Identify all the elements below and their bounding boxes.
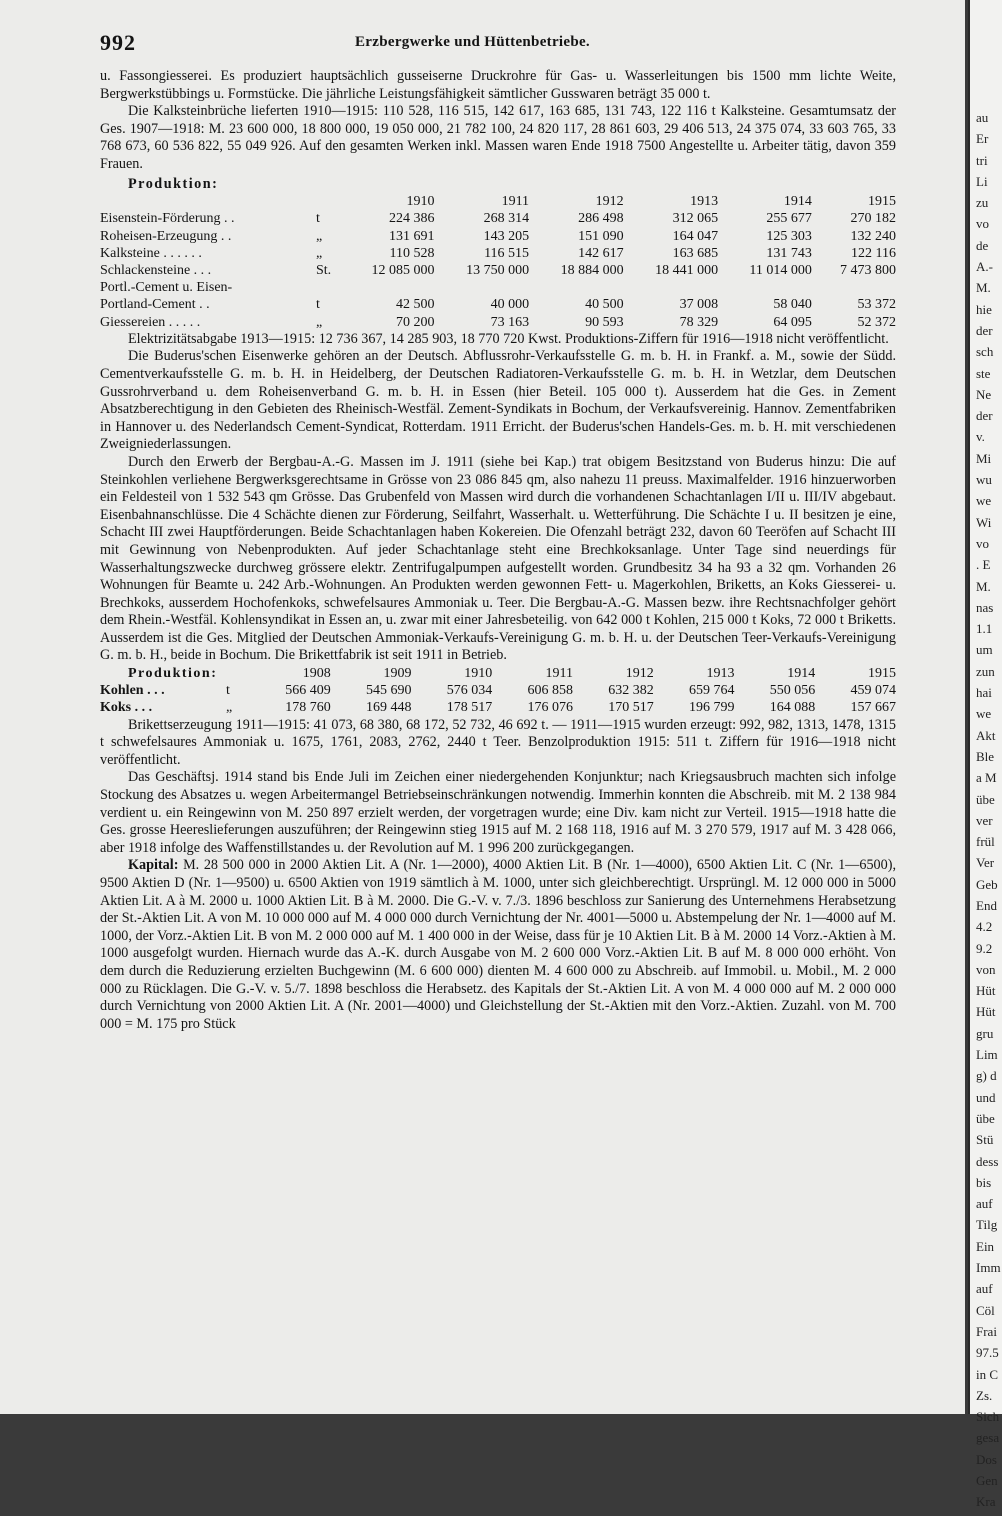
adjacent-page-fragment: der bbox=[976, 408, 993, 424]
adjacent-page-fragment: de bbox=[976, 237, 989, 253]
adjacent-page-fragment: 4.2 bbox=[976, 919, 993, 935]
table-cell: 268 314 bbox=[483, 211, 530, 227]
adjacent-page-fragment: Tilg bbox=[976, 1217, 998, 1233]
table-cell: 52 372 bbox=[857, 314, 896, 330]
row-unit: t bbox=[316, 297, 320, 313]
year-header: 1912 bbox=[595, 194, 624, 210]
table-cell: 270 182 bbox=[850, 211, 896, 227]
table-row bbox=[100, 699, 896, 716]
adjacent-page-fragment: sch bbox=[976, 344, 994, 360]
row-label: Kohlen . . . bbox=[100, 683, 165, 699]
adjacent-page-fragment: Frai bbox=[976, 1323, 997, 1339]
adjacent-page-fragment: Kra bbox=[976, 1494, 996, 1510]
year-header: 1911 bbox=[545, 666, 573, 682]
adjacent-page-fragment: M. bbox=[976, 578, 991, 594]
table-cell: 110 528 bbox=[389, 245, 435, 261]
adjacent-page-fragment: Ble bbox=[976, 748, 995, 764]
adjacent-page-fragment: übe bbox=[976, 1110, 995, 1126]
adjacent-page-fragment: auf bbox=[976, 1281, 993, 1297]
table-header-row bbox=[100, 665, 896, 682]
paragraph: Elektrizitätsabgabe 1913—1915: 12 736 367, 14 285 903, 18 770 720 Kwst. Produktions-Ziffern für 1916—1918 nicht veröffentlicht. bbox=[128, 330, 889, 347]
row-label: Portl.-Cement u. Eisen- bbox=[100, 280, 233, 296]
table-cell: 632 382 bbox=[608, 683, 654, 699]
table-cell: 12 085 000 bbox=[371, 262, 435, 278]
table-cell: 606 858 bbox=[527, 683, 573, 699]
adjacent-page-fragment: tri bbox=[976, 152, 988, 168]
table-cell: 576 034 bbox=[446, 683, 493, 699]
adjacent-page-fragment: au bbox=[976, 110, 989, 125]
adjacent-page-fragment: zun bbox=[976, 663, 995, 679]
table-cell: 131 743 bbox=[766, 245, 812, 261]
page-header bbox=[100, 30, 890, 60]
table-cell: 7 473 800 bbox=[840, 262, 896, 278]
table-cell: 11 014 000 bbox=[749, 262, 812, 278]
adjacent-page-fragment: Zs. bbox=[976, 1387, 993, 1403]
table-cell: 164 088 bbox=[769, 700, 816, 716]
year-header: 1908 bbox=[302, 666, 331, 682]
paragraph: Das Geschäftsj. 1914 stand bis Ende Juli im Zeichen einer niedergehenden Konjunktur; nach Kriegsausbruch machten sich infolge Stockung des Absatzes u. wegen Arbeitermangel Betriebseinschränkungen notwendig. Immerhin konnten die Abschreib. mit M. 2 138 984 verdient u. ein Reingewinn von M. 250 897 erzielt werden, der vorgetragen wurde; eine Div. kam nicht zur Verteil. 1915—1918 hatte die Ges. grosse Heereslieferungen auszuführen; der Reingewinn stieg 1915 auf M. 2 168 118, 1916 auf M. 3 270 579, 1917 auf M. 3 428 066, aber 1918 infolge des Waffenstillstandes u. der Revolution auf M. 1 996 200 zurückgegangen. bbox=[100, 769, 896, 856]
running-title: Erzbergwerke und Hüttenbetriebe. bbox=[355, 34, 590, 50]
table-cell: 132 240 bbox=[850, 228, 896, 244]
adjacent-page-fragment: we bbox=[976, 706, 992, 722]
adjacent-page-fragment: Gen bbox=[976, 1473, 998, 1488]
year-header: 1914 bbox=[787, 666, 816, 682]
table-cell: 40 500 bbox=[585, 297, 624, 313]
year-header: 1911 bbox=[501, 194, 530, 210]
table-cell: 70 200 bbox=[396, 314, 435, 330]
table-cell: 143 205 bbox=[483, 228, 530, 244]
adjacent-page-fragment: zu bbox=[976, 195, 989, 211]
adjacent-page-fragment: we bbox=[976, 493, 992, 509]
adjacent-page-fragment: hie bbox=[976, 301, 992, 317]
row-unit: „ bbox=[316, 245, 323, 261]
adjacent-page-fragment: auf bbox=[976, 1196, 993, 1212]
table-cell: 550 056 bbox=[769, 683, 816, 699]
adjacent-page-fragment: vo bbox=[976, 216, 989, 232]
table-cell: 178 760 bbox=[285, 700, 331, 716]
adjacent-page-fragment: 1.1 bbox=[976, 621, 993, 637]
adjacent-page-fragment: wu bbox=[976, 472, 992, 488]
table-cell: 163 685 bbox=[672, 245, 719, 261]
adjacent-page-fragment: ver bbox=[976, 812, 993, 828]
adjacent-page-fragment: der bbox=[976, 322, 993, 338]
table-cell: 545 690 bbox=[366, 683, 412, 699]
adjacent-page-fragment: Hüt bbox=[976, 983, 996, 999]
table-row bbox=[100, 245, 896, 262]
table-row bbox=[100, 279, 896, 296]
adjacent-page-fragment: in C bbox=[976, 1366, 999, 1382]
table-cell: 18 441 000 bbox=[655, 262, 719, 278]
production-heading: Produktion: bbox=[128, 175, 219, 192]
adjacent-page-fragment: von bbox=[976, 961, 996, 977]
adjacent-page-fragment: Ein bbox=[976, 1238, 995, 1254]
production-heading: Produktion: bbox=[128, 666, 218, 682]
table-cell: 90 593 bbox=[585, 314, 624, 330]
adjacent-page-fragment: v. bbox=[976, 429, 985, 445]
year-header: 1909 bbox=[383, 666, 412, 682]
table-row bbox=[100, 228, 896, 245]
adjacent-page-fragment: Hüt bbox=[976, 1004, 996, 1020]
table-cell: 13 750 000 bbox=[466, 262, 530, 278]
adjacent-page-fragment: bis bbox=[976, 1174, 992, 1190]
adjacent-page-fragment: übe bbox=[976, 791, 995, 807]
adjacent-page-fragment: ste bbox=[976, 365, 991, 381]
table-cell bbox=[529, 279, 624, 296]
adjacent-page-fragment: Mi bbox=[976, 450, 992, 466]
adjacent-page-fragment: Cöl bbox=[976, 1302, 995, 1318]
table-cell: 224 386 bbox=[389, 211, 435, 227]
year-header: 1910 bbox=[464, 666, 493, 682]
table-cell: 255 677 bbox=[766, 211, 812, 227]
row-unit: St. bbox=[316, 262, 332, 278]
table-cell bbox=[340, 279, 435, 296]
adjacent-page-fragment: Lim bbox=[976, 1047, 998, 1063]
row-label: Eisenstein-Förderung . . bbox=[100, 211, 235, 227]
adjacent-page-fragment: hai bbox=[976, 685, 992, 701]
table-cell: 78 329 bbox=[679, 314, 719, 330]
row-unit: t bbox=[316, 211, 320, 227]
row-label: Portland-Cement . . bbox=[100, 297, 210, 313]
production-table bbox=[100, 665, 896, 717]
paragraph: u. Fassongiesserei. Es produziert hauptsächlich gusseiserne Druckrohre für Gas- u. Wasserleitungen bis 1500 mm lichte Weite, Bergwerkstübbings u. Formstücke. Die jährliche Leistungsfähigkeit sämtlicher Gusswaren beträgt 35 000 t. bbox=[100, 68, 896, 102]
capital-paragraph bbox=[100, 857, 896, 1033]
adjacent-page-strip bbox=[968, 0, 1002, 1510]
adjacent-page-fragment: 9.2 bbox=[976, 940, 993, 956]
row-unit: t bbox=[226, 683, 230, 699]
table-body bbox=[100, 210, 896, 330]
adjacent-page-fragment: gesa bbox=[976, 1430, 1000, 1446]
adjacent-page-fragment: dess bbox=[976, 1153, 999, 1169]
adjacent-page-fragment: Dos bbox=[976, 1451, 997, 1467]
adjacent-page-fragment: Wi bbox=[976, 514, 992, 530]
table-cell: 196 799 bbox=[689, 700, 735, 716]
table-row bbox=[100, 210, 896, 227]
page-number: 992 bbox=[100, 30, 136, 55]
table-cell: 53 372 bbox=[857, 297, 896, 313]
table-cell: 37 008 bbox=[679, 297, 719, 313]
year-header: 1910 bbox=[406, 194, 435, 210]
table-row bbox=[100, 314, 896, 331]
adjacent-page-fragment: End bbox=[976, 897, 997, 913]
adjacent-page-fragment: M. bbox=[976, 280, 991, 296]
row-label: Giessereien . . . . . bbox=[100, 314, 201, 330]
adjacent-page-fragment: Li bbox=[976, 173, 988, 189]
year-header: 1913 bbox=[690, 194, 719, 210]
row-unit: „ bbox=[316, 314, 323, 330]
adjacent-page-fragment: frül bbox=[976, 834, 995, 850]
adjacent-page-fragment: . E bbox=[976, 557, 991, 573]
table-cell bbox=[435, 279, 530, 296]
adjacent-page-fragment: nas bbox=[976, 599, 994, 615]
row-label: Schlackensteine . . . bbox=[100, 262, 212, 278]
adjacent-page-fragment: Stü bbox=[976, 1132, 994, 1148]
row-unit: „ bbox=[226, 700, 233, 716]
row-unit: „ bbox=[316, 228, 323, 244]
row-label: Kalksteine . . . . . . bbox=[100, 245, 202, 261]
adjacent-page-fragment: vo bbox=[976, 535, 989, 551]
paragraph: Die Kalksteinbrüche lieferten 1910—1915: 110 528, 116 515, 142 617, 163 685, 131 743, 122 116 t Kalksteine. Gesamtumsatz der Ges. 1907—1918: M. 23 600 000, 18 800 000, 19 050 000, 21 782 100, 24 820 117, 28 861 603, 29 406 513, 24 375 074, 33 603 765, 33 768 673, 60 536 822, 55 049 926. Auf den gesamten Werken inkl. Massen waren Ende 1918 7500 Angestellte u. Arbeiter tätig, davon 359 Frauen. bbox=[100, 103, 896, 172]
adjacent-page-fragment: um bbox=[976, 642, 993, 658]
document-body bbox=[100, 68, 896, 1033]
table-cell: 178 517 bbox=[446, 700, 493, 716]
table-cell: 176 076 bbox=[527, 700, 573, 716]
table-cell: 151 090 bbox=[578, 228, 624, 244]
table-cell: 18 884 000 bbox=[560, 262, 624, 278]
adjacent-page-fragment: Imm bbox=[976, 1260, 1001, 1276]
table-cell bbox=[718, 279, 812, 296]
table-cell: 312 065 bbox=[672, 211, 719, 227]
production-table bbox=[100, 193, 896, 331]
adjacent-page-fragment: g) d bbox=[976, 1068, 997, 1084]
adjacent-page-fragment: Er bbox=[976, 131, 989, 147]
table-cell: 116 515 bbox=[484, 245, 530, 261]
year-header: 1912 bbox=[625, 666, 654, 682]
adjacent-page-fragment: gru bbox=[976, 1025, 994, 1041]
table-cell: 659 764 bbox=[689, 683, 735, 699]
table-cell: 58 040 bbox=[773, 297, 812, 313]
year-header: 1914 bbox=[783, 194, 812, 210]
year-header: 1913 bbox=[706, 666, 735, 682]
table-body bbox=[100, 682, 896, 716]
adjacent-page-fragment: Ne bbox=[976, 386, 992, 402]
table-cell bbox=[812, 279, 896, 296]
table-header-row bbox=[100, 193, 896, 210]
table-cell: 73 163 bbox=[490, 314, 530, 330]
table-cell: 122 116 bbox=[851, 245, 896, 261]
table-cell: 164 047 bbox=[672, 228, 719, 244]
table-cell: 42 500 bbox=[396, 297, 435, 313]
table-cell: 566 409 bbox=[285, 683, 331, 699]
table-row bbox=[100, 296, 896, 313]
adjacent-page-fragment: Ver bbox=[976, 855, 995, 871]
paragraph: Brikettserzeugung 1911—1915: 41 073, 68 380, 68 172, 52 732, 46 692 t. — 1911—1915 wurden erzeugt: 992, 982, 1313, 1478, 1315 t schwefelsaures Ammoniak u. 1675, 1761, 2083, 2762, 2440 t Teer. Benzolproduktion 1915: 511 t. Ziffern für 1916—1918 nicht veröffentlicht. bbox=[100, 716, 896, 768]
adjacent-page-fragment: Geb bbox=[976, 876, 998, 892]
adjacent-page-fragment: und bbox=[976, 1089, 996, 1105]
table-cell: 170 517 bbox=[608, 700, 654, 716]
adjacent-page-fragment: Akt bbox=[976, 727, 996, 743]
adjacent-page-fragment: A.- bbox=[976, 259, 993, 275]
capital-label: Kapital: bbox=[128, 857, 179, 874]
capital-text: M. 28 500 000 in 2000 Aktien Lit. A (Nr. 1—2000), 4000 Aktien Lit. B (Nr. 1—4000), 6500 Aktien Lit. C (Nr. 1—6500), 9500 Aktien D (Nr. 1—9500) u. 6500 Aktien von 1919 sämtlich à M. 1000, unter sich gleichberechtigt. Ursprüngl. M. 12 000 000 in 5000 Aktien Lit. A à M. 2000 u. 1000 Aktien Lit. B à M. 2000. Die G.-V. v. 7./3. 1896 beschloss zur Sanierung des Unternehmens Herabsetzung der St.-Aktien Lit. A von M. 10 000 000 auf M. 4 000 000 durch Vernichtung der Nr. 4001—5000 u. Abstempelung der Nr. 1—4000 auf M. 1000, der Vorz.-Aktien Lit. B von M. 2 000 000 auf M. 1 400 000 in der Weise, dass für je 10 Aktien Lit. B à M. 2000 14 Vorz.-Aktien à M. 1000 ausgefolgt wurden. Hiernach wurde das A.-K. durch Ausgabe von M. 2 600 000 Vorz.-Aktien Lit. B auf M. 8 000 000 erhöht. Von dem durch die Reduzierung erzielten Buchgewinn (M. 6 600 000) dienten M. 4 600 000 zu Abschreib. auf Immobil. u. Mobil., M. 2 000 000 zu Rücklagen. Die G.-V. v. 5./7. 1898 beschloss die Herabsetz. des Kapitals der St.-Aktien Lit. A von M. 4 000 000 auf M. 2 000 000 durch Vernichtung von 2000 Aktien Lit. A (Nr. 2001—4000) und Gleichstellung der St.-Aktien mit den Vorz.-Aktien. Zuzahl. von M. 700 000 = M. 175 pro Stück bbox=[100, 857, 896, 1032]
table-row bbox=[100, 262, 896, 279]
table-cell: 131 691 bbox=[389, 228, 435, 244]
paragraph: Durch den Erwerb der Bergbau-A.-G. Massen im J. 1911 (siehe bei Kap.) trat obigem Besitzstand von Buderus hinzu: Die auf Steinkohlen verliehene Bergwerksgerechtsame in Grösse von 23 086 845 qm, also nahezu 11 preuss. Maximalfelder. 1916 hinzuerworben ein Feldesteil von 1 532 543 qm Grösse. Das Grubenfeld von Massen wird durch die vorhandenen Schachtanlagen I/II u. III/IV abgebaut. Eisenbahnanschlüsse. Die 4 Schächte dienen zur Förderung, Seilfahrt, Wasserhalt. u. Wetterführung. Die Schächte I u. II besitzen je eine, Schacht III zwei Hauptförderungen. Beide Schachtanlagen haben Kokereien. Die Ofenzahl beträgt 232, davon 60 Teeröfen auf Schacht III mit Gewinnung von Nebenprodukten. Auf jeder Schachtanlage steht eine Brechkoksanlage. Unter Tage sind neuerdings für Wasserhaltungszwecke durchweg grössere elektr. Zentrifugalpumpen aufgestellt worden. Grundbesitz 34 ha 93 a 32 qm. Vorhanden 26 Wohnungen für Beamte u. 242 Arb.-Wohnungen. An Produkten werden gewonnen Fett- u. Magerkohlen, Briketts, an Koks Giesserei- u. Brechkoks, ausserdem Hochofenkoks, schwefelsaures Ammoniak u. Teer. Die Bergbau-A.-G. Massen bezw. ihre Rechtsnachfolger gehört dem Rhein.-Westfäl. Kohlensyndikat in Essen an, u. zwar mit einer Jahresbeteilig. von 642 000 t Kohlen, 215 000 t Koks, 72 000 t Briketts. Ausserdem ist die Ges. Mitglied der Deutschen Ammoniak-Verkaufs-Vereinigung G. m. b. H. u. der Deutschen Teer-Verkaufs-Vereinigung G. m. b. H., beide in Bochum. Die Brikettfabrik ist seit 1911 in Betrieb. bbox=[100, 453, 896, 664]
row-label: Koks . . . bbox=[100, 700, 153, 716]
table-cell: 286 498 bbox=[578, 211, 624, 227]
table-cell bbox=[624, 279, 719, 296]
table-cell: 125 303 bbox=[766, 228, 812, 244]
year-header: 1915 bbox=[868, 194, 896, 210]
adjacent-page-fragment: 97.5 bbox=[976, 1345, 999, 1361]
adjacent-page-fragment: a M bbox=[976, 770, 997, 786]
year-header: 1915 bbox=[868, 666, 896, 682]
row-label: Roheisen-Erzeugung . . bbox=[100, 228, 232, 244]
table-row bbox=[100, 682, 896, 699]
adjacent-page-fragment: Sich bbox=[976, 1409, 1000, 1425]
table-cell: 459 074 bbox=[850, 683, 896, 699]
table-cell: 157 667 bbox=[850, 700, 896, 716]
table-cell: 142 617 bbox=[578, 245, 624, 261]
table-cell: 169 448 bbox=[366, 700, 412, 716]
row-unit bbox=[310, 279, 340, 296]
table-cell: 64 095 bbox=[773, 314, 812, 330]
paragraph: Die Buderus'schen Eisenwerke gehören an der Deutsch. Abflussrohr-Verkaufsstelle G. m. b. H. in Frankf. a. M., sowie der Südd. Cementverkaufsstelle G. m. b. H. in Heidelberg, der Deutschen Radiatoren-Verkaufsstelle G. m. b. H. in Wetzlar, dem Deutschen Gussrohrverband u. dem Roheisenverband G. m. b. H. in Essen (hier Beteil. 105 000 t). Ausserdem hat die Ges. in Zement Absatzberechtigung in den Gebieten des Rheinisch-Westfäl. Zement-Syndikats in Bochum, der Verkaufsvereinig. Hannov. Zementfabriken in Hannover u. des Nederlandsch Cement-Syndicat, Rotterdam. 1911 Erricht. der Buderus'schen Handels-Ges. m. b. H. mit verschiedenen Zweigniederlassungen. bbox=[100, 348, 896, 453]
table-cell: 40 000 bbox=[490, 297, 530, 313]
